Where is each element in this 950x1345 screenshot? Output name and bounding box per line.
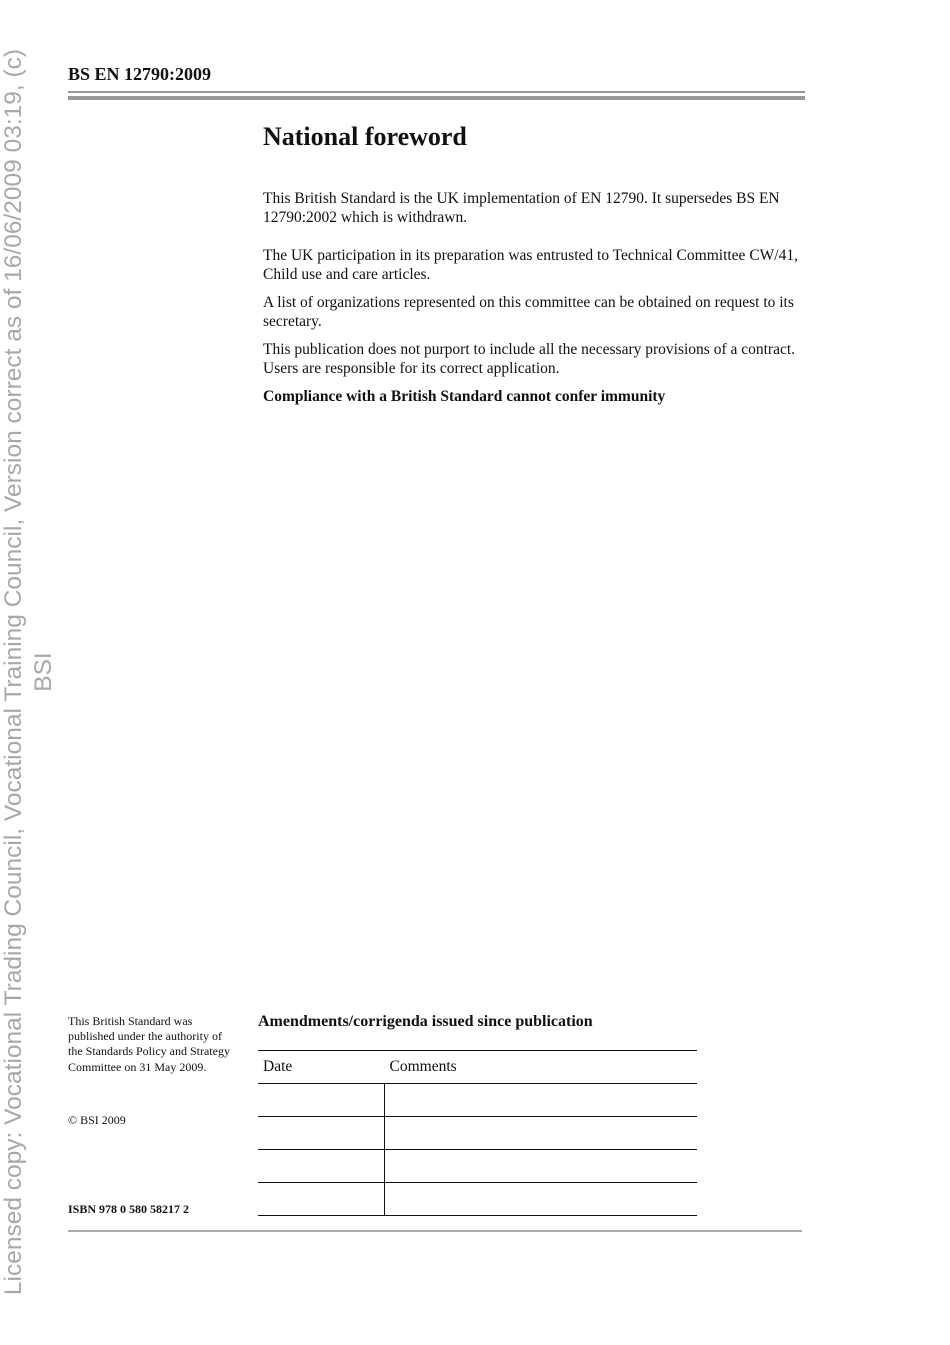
compliance-statement: Compliance with a British Standard cannot confer immunity: [263, 388, 666, 405]
comments-cell: [385, 1150, 698, 1183]
table-row: [258, 1183, 697, 1216]
date-cell: [258, 1117, 385, 1150]
comments-cell: [385, 1183, 698, 1216]
table-row: [258, 1084, 697, 1117]
amendments-title: Amendments/corrigenda issued since publication: [258, 1013, 593, 1030]
column-header-date: Date: [258, 1051, 385, 1084]
paragraph: The UK participation in its preparation was entrusted to Technical Committee CW/41, Child use and care articles.: [263, 247, 798, 283]
header-rule-thin: [68, 91, 805, 93]
comments-cell: [385, 1117, 698, 1150]
comments-cell: [385, 1084, 698, 1117]
isbn: ISBN 978 0 580 58217 2: [68, 1202, 190, 1216]
paragraph: A list of organizations represented on this committee can be obtained on request to its secretary.: [263, 294, 794, 330]
foreword-body: [263, 189, 808, 415]
date-cell: [258, 1183, 385, 1216]
column-header-comments: Comments: [385, 1051, 698, 1084]
paragraph: This British Standard is the UK implementation of EN 12790. It supersedes BS EN 12790:2002 which is withdrawn.: [263, 190, 780, 226]
license-watermark: [0, 0, 60, 1345]
footer-rule: [68, 1230, 802, 1232]
watermark-line-2: BSI: [30, 652, 57, 692]
table-row: [258, 1117, 697, 1150]
table-header-row: [258, 1051, 697, 1084]
watermark-text: [0, 49, 59, 1295]
publication-note: This British Standard was published under the authority of the Standards Policy and Strategy Committee on 31 May 2009.: [68, 1014, 230, 1074]
date-cell: [258, 1084, 385, 1117]
document-id: BS EN 12790:2009: [68, 64, 212, 84]
page-title: National foreword: [263, 122, 467, 151]
date-cell: [258, 1150, 385, 1183]
copyright: © BSI 2009: [68, 1113, 126, 1127]
table-row: [258, 1150, 697, 1183]
amendments-table: [258, 1050, 697, 1216]
watermark-line-1: Licensed copy: Vocational Trading Council, Vocational Training Council, Version correct as of 16/06/2009 03:19, (c): [0, 48, 27, 1296]
paragraph: This publication does not purport to include all the necessary provisions of a contract. Users are responsible for its correct application.: [263, 341, 796, 377]
header-rule-thick: [68, 96, 805, 100]
